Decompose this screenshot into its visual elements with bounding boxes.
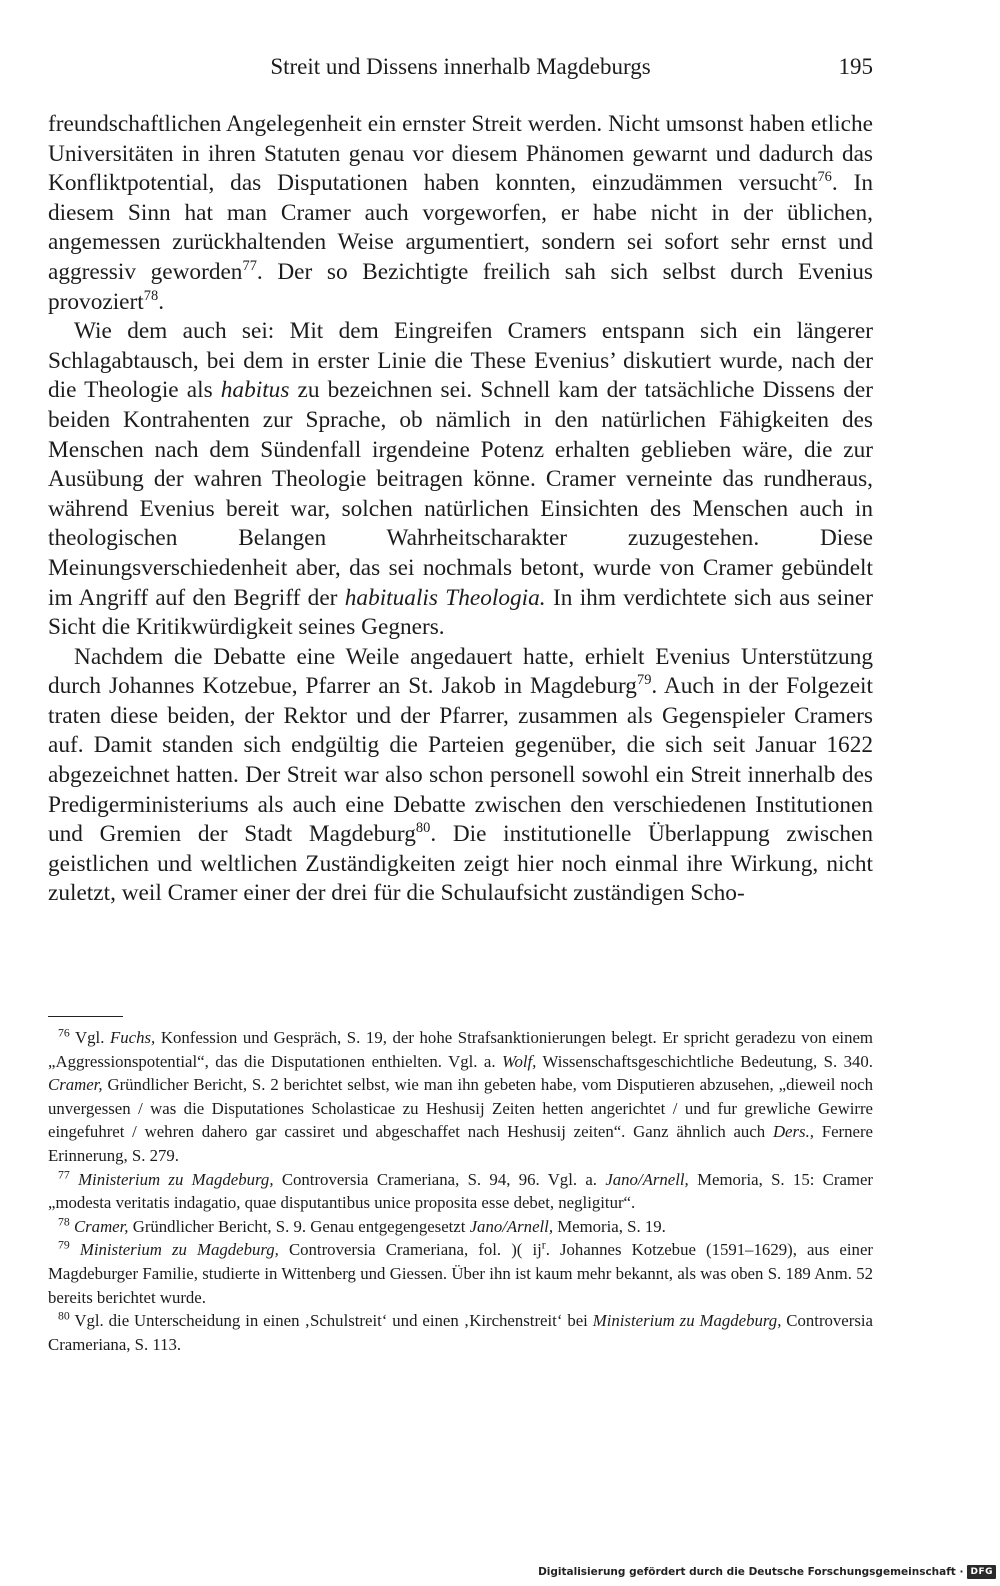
footnote-marker: 77 [58, 1167, 70, 1181]
text-run [70, 1170, 78, 1189]
text-run: . Der so Bezichtigte freilich sah sich selbst durch Evenius provoziert [48, 258, 873, 315]
italic-span: Jano/Arnell, [469, 1216, 554, 1236]
footnote-marker: 76 [58, 1026, 70, 1040]
footnote-76 [48, 1026, 873, 1168]
text-run: Memoria, S. 19. [553, 1216, 666, 1236]
text-run: . Auch in der Folgezeit traten diese beiden, der Rektor und der Pfarrer, zusammen als Gegenspieler Cramers auf. Damit standen sich endgültig die Parteien gegenüber, die sich seit Januar 1622 abgezeichnet hatten. Der Streit war also schon personell sowohl ein Streit innerhalb des Predigerministeriums als auch eine Debatte zwischen den verschiedenen Institutionen und Gremien der Stadt Magdeburg [48, 673, 873, 848]
credit-text: Digitalisierung gefördert durch die Deutsche Forschungsgemeinschaft · [538, 1566, 964, 1578]
text-run: . Johannes Kotzebue (1591–1629), aus einer Magdeburger Familie, studierte in Wittenberg und Giessen. Über ihn ist kaum mehr bekannt, als was oben S. 189 Anm. 52 bereits berichtet wurde. [48, 1240, 873, 1307]
italic-span: habitus [220, 377, 290, 404]
italic-span: Fuchs, [110, 1028, 156, 1047]
footnote-78 [48, 1215, 873, 1239]
footnote-marker: 76 [817, 169, 832, 186]
footnote-marker: 79 [636, 672, 652, 689]
body-text [48, 110, 873, 909]
text-run: Vgl. [69, 1028, 111, 1047]
footnote-marker: 80 [415, 820, 431, 837]
digitization-credit [538, 1563, 996, 1581]
paragraph [48, 317, 873, 643]
text-run: Controversia Crameriana, S. 94, 96. Vgl. a. [273, 1169, 606, 1189]
italic-span: Cramer, [48, 1075, 103, 1095]
footnote-separator [48, 1016, 123, 1017]
italic-span: Jano/Arnell, [605, 1169, 689, 1189]
text-run: Wissenschaftsgeschichtliche Bedeutung, S. 340. [536, 1051, 873, 1071]
paragraph [48, 643, 873, 909]
italic-span: Ministerium zu Magdeburg, [592, 1311, 782, 1331]
text-run [70, 1240, 80, 1259]
italic-span: Ders., [772, 1122, 814, 1142]
footnote-marker: 78 [143, 287, 159, 304]
italic-span: Cramer, [73, 1216, 129, 1236]
text-run: In ihm verdichtete sich aus seiner Sicht die Kritikwürdigkeit seines Gegners. [48, 584, 873, 641]
text-run: Fernere Erinnerung, S. 279. [48, 1122, 873, 1165]
text-run: freundschaftlichen Angelegenheit ein ernster Streit werden. Nicht umsonst haben etliche Universitäten in ihren Statuten genau vor diesem Phänomen gewarnt und dadurch das Konfliktpotential, das Disputationen haben konnten, einzudämmen versucht [48, 111, 873, 197]
footnote-marker: 77 [242, 258, 257, 275]
running-head [48, 50, 873, 84]
text-run: . [158, 288, 165, 315]
text-run: Vgl. die Unterscheidung in einen ‚Schulstreit‘ und einen ‚Kirchenstreit‘ bei [69, 1311, 593, 1331]
footnote-77 [48, 1168, 873, 1215]
text-run: Nachdem die Debatte eine Weile angedauert hatte, erhielt Evenius Unterstützung durch Johannes Kotzebue, Pfarrer an St. Jakob in Magdeburg [48, 643, 873, 700]
footnote-marker: r [541, 1238, 546, 1252]
italic-span: Ministerium zu Magdeburg, [78, 1169, 274, 1189]
text-run: Konfession und Gespräch, S. 19, der hohe Strafsanktionierungen belegt. Er spricht geradezu von einem „Aggressionspotential“, das die Disputationen enthielten. Vgl. a. [48, 1028, 873, 1071]
footnote-marker: 78 [58, 1215, 70, 1229]
text-run: Controversia Crameriana, S. 113. [48, 1311, 873, 1354]
text-run: Controversia Crameriana, fol. )( ij [278, 1240, 542, 1260]
footnote-marker: 79 [58, 1238, 70, 1252]
footnote-79 [48, 1238, 873, 1309]
italic-span: Ministerium zu Magdeburg, [79, 1240, 279, 1260]
footnotes [48, 1026, 873, 1356]
running-title: Streit und Dissens innerhalb Magdeburgs [270, 54, 651, 79]
footnote-marker: 80 [58, 1309, 70, 1323]
dfg-logo: DFG [967, 1565, 996, 1579]
page-number: 195 [838, 54, 873, 79]
paragraph [48, 110, 873, 317]
text-run: . Die institutionelle Überlappung zwischen geistlichen und weltlichen Zuständigkeiten zeigt hier noch einmal ihre Wirkung, nicht zuletzt, weil Cramer einer der drei für die Schulaufsicht zuständigen Scho- [48, 821, 874, 907]
italic-span: habitualis Theologia. [344, 584, 546, 611]
italic-span: Wolf, [502, 1051, 537, 1071]
text-run: Memoria, S. 15: Cramer „modesta veritatis indagatio, quae disputantibus unice proposita esse debet, negligitur“. [48, 1169, 873, 1213]
text-run: . In diesem Sinn hat man Cramer auch vorgeworfen, er habe nicht in der üblichen, angemessen zurückhaltenden Weise argumentiert, sondern sei sofort sehr ernst und aggressiv geworden [48, 170, 873, 285]
text-run: zu bezeichnen sei. Schnell kam der tatsächliche Dissens der beiden Kontrahenten zur Sprache, ob nämlich in den natürlichen Fähigkeiten des Menschen nach dem Sündenfall irgendeine Potenz erhalten geblieben wäre, die zur Ausübung der wahren Theologie beitragen könne. Cramer verneinte das rundheraus, während Evenius bereit war, solchen natürlichen Einsichten des Menschen auch in theologischen Belangen Wahrheitscharakter zuzugestehen. Diese Meinungsverschiedenheit aber, das sei nochmals betont, wurde von Cramer gebündelt im Angriff auf den Begriff der [48, 377, 873, 611]
text-run: Wie dem auch sei: Mit dem Eingreifen Cramers entspann sich ein längerer Schlagabtausch, bei dem in erster Linie die These Evenius’ diskutiert wurde, nach der die Theologie als [48, 318, 873, 404]
footnote-80 [48, 1309, 873, 1356]
text-run: Gründlicher Bericht, S. 2 berichtet selbst, wie man ihn gebeten habe, vom Disputieren abzusehen, „dieweil noch unvergessen / was die Disputationes Scholasticae zu Heshusij Zeiten hetten angerichtet / und fur grewliche Gewirre eingefuhret / wehren dahero gar cassiret und abgeschaffet nach Heshusij zeiten“. Ganz ähnlich auch [48, 1075, 873, 1142]
text-run: Gründlicher Bericht, S. 9. Genau entgegengesetzt [128, 1216, 470, 1236]
